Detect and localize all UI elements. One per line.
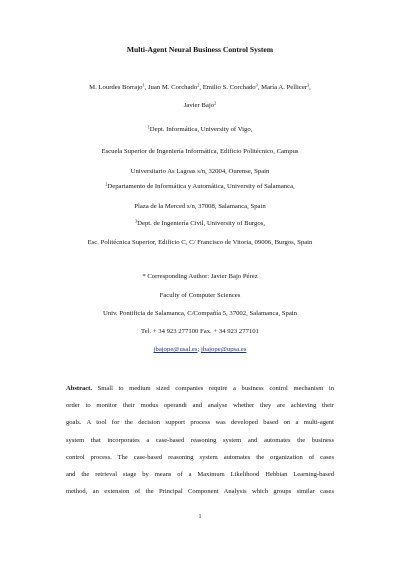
affiliation-3 [40, 220, 360, 227]
affiliation-line: Universitario As Lagoas s/n, 32004, Ourense, Spain [130, 168, 270, 175]
email-link-usal[interactable]: jbajope@usal.es [153, 346, 198, 353]
affiliation-2 [40, 183, 360, 190]
abstract-line [66, 380, 334, 397]
abstract-text: Small to medium sized companies require a business control mechanism in [97, 385, 334, 392]
author-name: María A. Pellicer [261, 84, 308, 91]
abstract-label: Abstract. [66, 385, 92, 392]
author-list-continued [40, 102, 360, 109]
abstract-section [66, 380, 334, 500]
author-affiliation-marker: 3 [255, 82, 258, 88]
paper-title: Multi-Agent Neural Business Control System [126, 45, 274, 54]
affiliation-marker: 1 [147, 124, 150, 130]
author-affiliation-marker: 2 [214, 100, 217, 106]
corresponding-phone-fax: Tel. + 34 923 277100 Fax. + 34 923 277101 [141, 328, 259, 335]
author-affiliation-marker: 1 [142, 82, 145, 88]
affiliation-marker: 3 [134, 218, 138, 224]
author-affiliation-marker: 2 [197, 82, 200, 88]
affiliation-line: Dept. Informática, University of Vigo, [149, 126, 253, 133]
author-name: Javier Bajo [183, 102, 215, 109]
author-name: Juan M. Corchado [147, 84, 198, 91]
page-number: 1 [198, 514, 202, 520]
corresponding-faculty: Faculty of Computer Sciences [159, 292, 241, 299]
corresponding-author: * Corresponding Author: Javier Bajo Pérez [142, 273, 258, 280]
affiliation-line: Esc. Politécnica Superior, Edificio C, C/ Francisco de Vitoria, 09006, Burgos, Spain [87, 239, 313, 246]
abstract-line: control process. The case-based reasoning system automates the organization of cases [66, 453, 334, 461]
affiliation-line: Plaza de la Merced s/n, 37008, Salamanca, Spain [134, 203, 266, 210]
abstract-line: and the retrieval stage by means of a Maximum Likelihood Hebbian Learning-based [66, 470, 334, 478]
author-affiliation-marker: 3 [307, 82, 310, 88]
corresponding-emails [40, 346, 360, 353]
abstract-line: method, an extension of the Principal Component Analysis which groups similar cases [66, 488, 334, 496]
email-link-upsa[interactable]: jbajope@upsa.es [201, 346, 247, 353]
affiliation-1 [40, 126, 360, 133]
abstract-line: system that incorporates a case-based reasoning system and automates the business [66, 436, 334, 444]
author-list: M. Lourdes Borrajo$^1$, Juan M. Corchado$^2$, Emilio S. Corchado$^3$, María A. Pellicer$^3$, [89, 82, 311, 91]
author-name: M. Lourdes Borrajo [89, 84, 143, 91]
affiliation-line: Dept. de Ingeniería Civil, University of Burgos, [137, 220, 265, 227]
abstract-line: goals. A tool for the decision support process was developed based on a multi-agent [66, 419, 334, 427]
affiliation-line: Escuela Superior de Ingeniería Informática, Edificio Politécnico, Campus [101, 148, 299, 155]
abstract-line: order to monitor their modus operandi and analyse whether they are achieving their [66, 402, 334, 410]
corresponding-address: Univ. Pontificia de Salamanca, C/Compañía 5, 37002, Salamanca, Spain [102, 310, 298, 317]
affiliation-line: Departamento de Informática y Automática, University of Salamanca, [107, 183, 295, 190]
affiliation-marker: 2 [105, 181, 108, 187]
author-name: Emilio S. Corchado [202, 84, 256, 91]
email-separator: ; [197, 346, 200, 353]
